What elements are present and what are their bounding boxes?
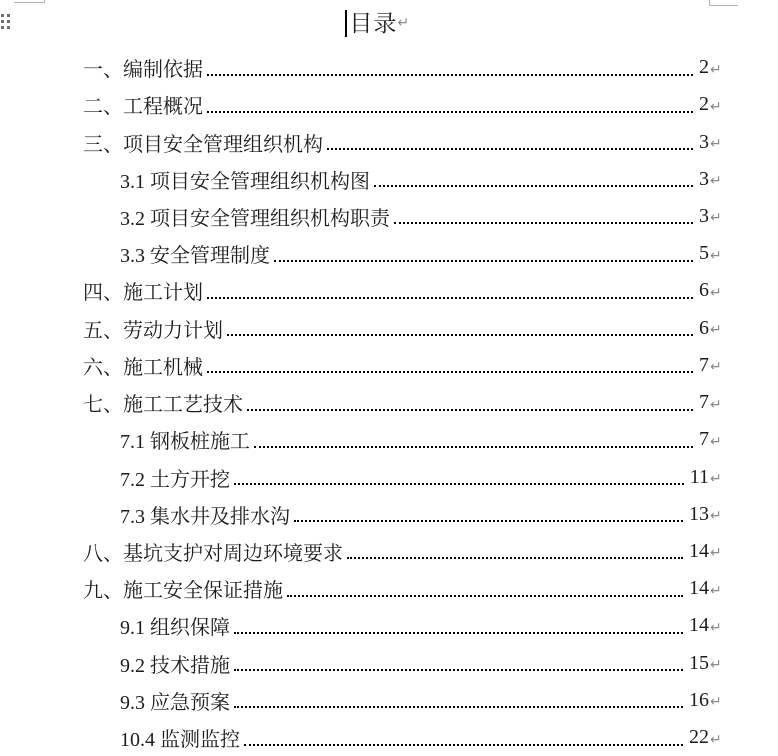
toc-entry-label: 八、基坑支护对周边环境要求 — [83, 542, 343, 565]
toc-entry[interactable] — [44, 235, 722, 272]
toc-entry-label: 3.2 项目安全管理组织机构职责 — [120, 207, 390, 230]
title-line — [44, 0, 710, 49]
toc-entry[interactable] — [44, 347, 722, 384]
dot-leader — [374, 185, 693, 187]
toc-entry[interactable] — [44, 272, 722, 309]
toc-entry[interactable] — [44, 421, 722, 458]
document-text-area — [44, 0, 722, 756]
toc-entry-label: 9.2 技术措施 — [120, 654, 230, 677]
toc-entry-label: 三、项目安全管理组织机构 — [83, 133, 323, 156]
toc-entry[interactable] — [44, 161, 722, 198]
dot-leader — [347, 557, 683, 559]
toc-entry[interactable] — [44, 198, 722, 235]
page-number: 2 — [699, 56, 709, 79]
toc-entry-label: 3.3 安全管理制度 — [120, 245, 270, 268]
page-number: 14 — [689, 539, 709, 562]
dot-leader — [207, 371, 693, 373]
table-of-contents — [44, 49, 722, 756]
dot-leader — [207, 111, 693, 113]
dot-leader — [234, 669, 683, 671]
paragraph-mark-icon: ↵ — [710, 210, 722, 227]
toc-entry[interactable] — [44, 719, 722, 756]
paragraph-mark-icon: ↵ — [710, 284, 722, 301]
page-number: 3 — [699, 204, 709, 227]
text-cursor — [345, 10, 348, 37]
toc-entry-label: 二、工程概况 — [83, 96, 203, 119]
page-number: 7 — [699, 428, 709, 451]
paragraph-mark-icon: ↵ — [710, 657, 722, 674]
drag-handle-icon[interactable] — [1, 14, 10, 29]
paragraph-mark-icon: ↵ — [397, 15, 410, 31]
page-number: 3 — [699, 167, 709, 190]
paragraph-mark-icon: ↵ — [710, 471, 722, 488]
toc-entry-label: 五、劳动力计划 — [83, 319, 223, 342]
toc-entry[interactable] — [44, 533, 722, 570]
paragraph-mark-icon: ↵ — [710, 322, 722, 339]
dot-leader — [327, 148, 693, 150]
page-number: 3 — [699, 130, 709, 153]
toc-entry[interactable] — [44, 49, 722, 86]
paragraph-mark-icon: ↵ — [710, 545, 722, 562]
toc-entry-label: 7.3 集水井及排水沟 — [120, 505, 290, 528]
toc-entry[interactable] — [44, 645, 722, 682]
dot-leader — [244, 744, 683, 746]
dot-leader — [234, 483, 684, 485]
toc-entry[interactable] — [44, 384, 722, 421]
toc-entry-label: 7.2 土方开挖 — [120, 468, 230, 491]
toc-entry[interactable] — [44, 570, 722, 607]
page-number: 14 — [689, 577, 709, 600]
dot-leader — [274, 260, 693, 262]
toc-entry-label: 9.3 应急预案 — [120, 691, 230, 714]
toc-entry-label: 四、施工计划 — [83, 282, 203, 305]
dot-leader — [247, 409, 693, 411]
toc-entry-label: 一、编制依据 — [83, 59, 203, 82]
toc-entry[interactable] — [44, 458, 722, 495]
toc-entry[interactable] — [44, 682, 722, 719]
dot-leader — [294, 520, 683, 522]
toc-entry[interactable] — [44, 123, 722, 160]
text-boundary-mark-top-right — [709, 5, 738, 6]
paragraph-mark-icon: ↵ — [710, 433, 722, 450]
paragraph-mark-icon: ↵ — [710, 61, 722, 78]
page-number: 13 — [689, 502, 709, 525]
paragraph-mark-icon: ↵ — [710, 247, 722, 264]
dot-leader — [234, 706, 683, 708]
paragraph-mark-icon: ↵ — [710, 508, 722, 525]
toc-entry[interactable] — [44, 310, 722, 347]
page-number: 16 — [689, 688, 709, 711]
page-number: 7 — [699, 391, 709, 414]
page-number: 11 — [689, 465, 709, 488]
toc-entry-label: 7.1 钢板桩施工 — [120, 431, 250, 454]
paragraph-mark-icon: ↵ — [710, 136, 722, 153]
paragraph-mark-icon: ↵ — [710, 619, 722, 636]
dot-leader — [287, 595, 683, 597]
toc-entry-label: 九、施工安全保证措施 — [83, 580, 283, 603]
page-number: 5 — [699, 242, 709, 265]
page-number: 7 — [699, 353, 709, 376]
paragraph-mark-icon: ↵ — [710, 694, 722, 711]
page-number: 6 — [699, 316, 709, 339]
toc-entry[interactable] — [44, 86, 722, 123]
paragraph-mark-icon: ↵ — [710, 359, 722, 376]
toc-entry-label: 10.4 监测监控 — [120, 729, 240, 752]
toc-entry-label: 六、施工机械 — [83, 356, 203, 379]
page-number: 6 — [699, 279, 709, 302]
dot-leader — [394, 222, 693, 224]
toc-entry-label: 9.1 组织保障 — [120, 617, 230, 640]
paragraph-mark-icon: ↵ — [710, 582, 722, 599]
dot-leader — [227, 334, 693, 336]
document-title[interactable]: 目录 — [349, 11, 398, 36]
text-boundary-mark-top-left — [14, 2, 45, 3]
page-number: 14 — [689, 614, 709, 637]
paragraph-mark-icon: ↵ — [710, 731, 722, 748]
toc-entry[interactable] — [44, 496, 722, 533]
dot-leader — [254, 446, 693, 448]
page-number: 22 — [689, 726, 709, 749]
paragraph-mark-icon: ↵ — [710, 173, 722, 190]
paragraph-mark-icon: ↵ — [710, 98, 722, 115]
page-number: 2 — [699, 93, 709, 116]
page-number: 15 — [689, 651, 709, 674]
dot-leader — [234, 632, 683, 634]
toc-entry-label: 七、施工工艺技术 — [83, 394, 243, 417]
toc-entry-label: 3.1 项目安全管理组织机构图 — [120, 170, 370, 193]
dot-leader — [207, 297, 693, 299]
toc-entry[interactable] — [44, 607, 722, 644]
dot-leader — [207, 74, 693, 76]
paragraph-mark-icon: ↵ — [710, 396, 722, 413]
